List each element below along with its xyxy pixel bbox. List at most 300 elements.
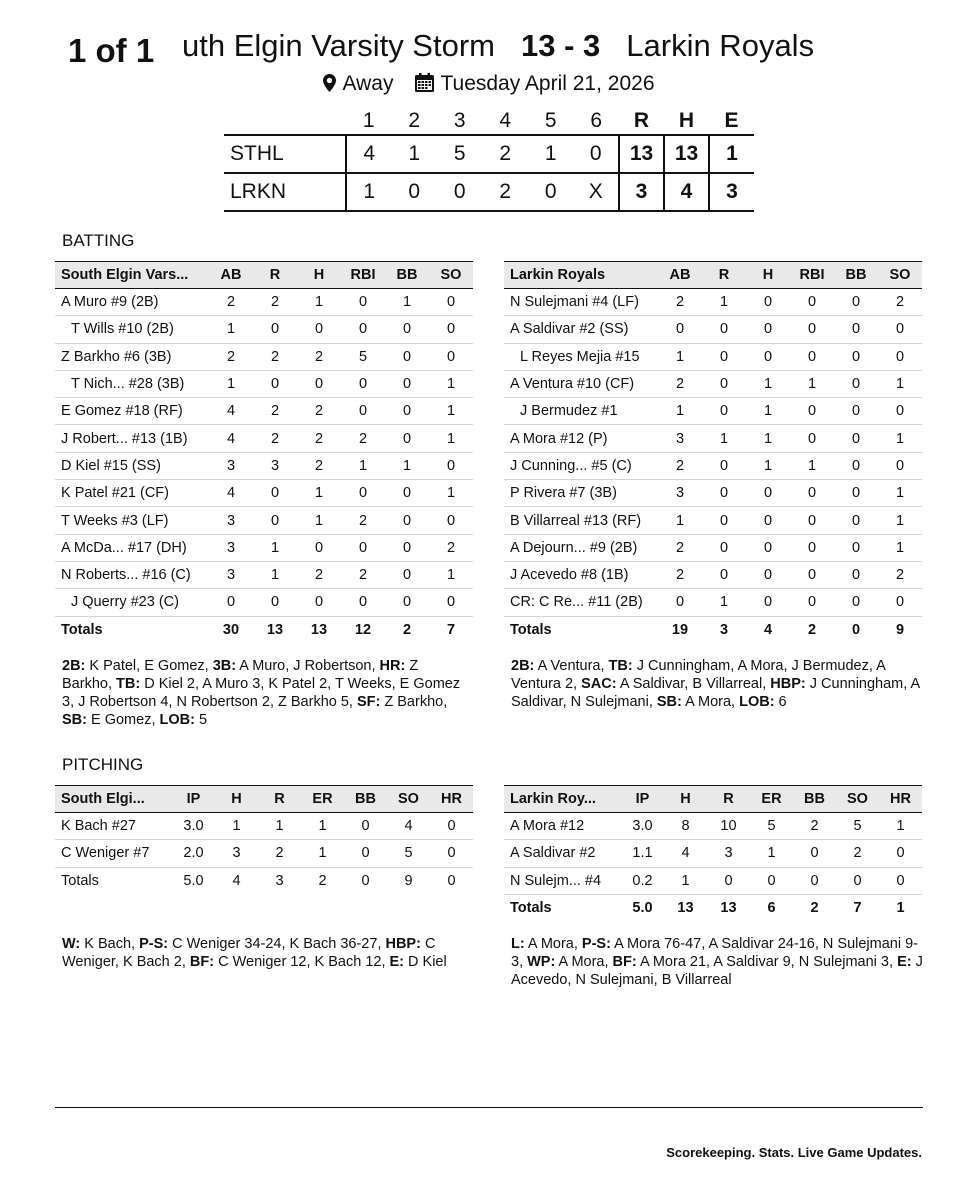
stat-cell: 4 (209, 480, 253, 507)
home-team-name: uth Elgin Varsity Storm (182, 28, 495, 63)
player-row (55, 452, 473, 479)
pitching-header-col: SO (836, 786, 879, 813)
player-name: L Reyes Mejia #15 (504, 343, 658, 370)
note-text: A Ventura, (534, 658, 609, 674)
stat-cell: 0 (385, 370, 429, 397)
linescore-inning-runs: X (574, 173, 620, 211)
player-name: B Villarreal #13 (RF) (504, 507, 658, 534)
stat-cell: 0 (429, 452, 473, 479)
stat-cell: 0 (834, 343, 878, 370)
player-name: N Sulejm... #4 (504, 867, 621, 894)
stat-cell: 0 (253, 507, 297, 534)
batting-header-col: SO (878, 262, 922, 289)
stat-cell: 2 (209, 289, 253, 316)
note-label: WP: (527, 954, 556, 970)
stat-cell: 0 (793, 840, 836, 867)
pitching-header-col: ER (301, 786, 344, 813)
stat-cell: 2 (253, 425, 297, 452)
player-name: A Mora #12 (504, 813, 621, 840)
stat-cell: 1 (297, 507, 341, 534)
stat-cell: 1 (658, 343, 702, 370)
stat-cell: 1 (746, 370, 790, 397)
totals-cell: 5.0 (172, 867, 215, 894)
linescore-inning-runs: 1 (392, 135, 438, 173)
stat-cell: 0 (209, 589, 253, 616)
player-name: A Muro #9 (2B) (55, 289, 209, 316)
stat-cell: 2 (297, 425, 341, 452)
batting-header-col: R (253, 262, 297, 289)
stat-cell: 0 (341, 289, 385, 316)
pitching-header-row (55, 786, 473, 813)
stat-cell: 0 (790, 398, 834, 425)
note-label: BF: (612, 954, 637, 970)
stat-cell: 0.2 (621, 867, 664, 894)
stat-cell: 0 (834, 561, 878, 588)
stat-cell: 3.0 (172, 813, 215, 840)
totals-cell: 9 (387, 867, 430, 894)
player-row (504, 398, 922, 425)
player-name: T Weeks #3 (LF) (55, 507, 209, 534)
player-row (55, 480, 473, 507)
player-row (504, 589, 922, 616)
stat-cell: 0 (341, 370, 385, 397)
stat-cell: 1 (878, 534, 922, 561)
note-text: K Patel, E Gomez, (85, 658, 213, 674)
totals-cell: 0 (834, 616, 878, 643)
stat-cell: 1 (341, 452, 385, 479)
note-label: HR: (379, 658, 406, 674)
stat-cell: 0 (253, 316, 297, 343)
note-text: C Weniger 12, K Bach 12, (214, 954, 390, 970)
player-row (55, 813, 473, 840)
stat-cell: 0 (834, 589, 878, 616)
stat-cell: 5 (387, 840, 430, 867)
note-text: A Mora, (524, 936, 582, 952)
stat-cell: 8 (664, 813, 707, 840)
note-label: BF: (189, 954, 215, 970)
player-name: J Robert... #13 (1B) (55, 425, 209, 452)
stat-cell: 0 (702, 534, 746, 561)
stat-cell: 0 (702, 480, 746, 507)
pitching-header-col: R (258, 786, 301, 813)
player-name: J Cunning... #5 (C) (504, 452, 658, 479)
player-name: D Kiel #15 (SS) (55, 452, 209, 479)
stat-cell: 0 (790, 289, 834, 316)
stat-cell: 4 (209, 398, 253, 425)
player-row (504, 867, 922, 894)
stat-cell: 1 (297, 289, 341, 316)
player-name: A Saldivar #2 (504, 840, 621, 867)
stat-cell: 2 (793, 813, 836, 840)
stat-cell: 4 (209, 425, 253, 452)
stat-cell: 0 (879, 840, 922, 867)
linescore-header-row (224, 107, 754, 135)
stat-cell: 0 (297, 370, 341, 397)
stat-cell: 1 (215, 813, 258, 840)
stat-cell: 0 (746, 561, 790, 588)
stat-cell: 1 (702, 589, 746, 616)
pitching-header-col: SO (387, 786, 430, 813)
totals-row (55, 867, 473, 894)
stat-cell: 2 (341, 507, 385, 534)
totals-cell: 2 (385, 616, 429, 643)
stat-cell: 1 (301, 840, 344, 867)
note-text: Z Barkho, (62, 658, 419, 692)
linescore-runs-total: 13 (619, 135, 664, 173)
stat-cell: 0 (385, 507, 429, 534)
stat-cell: 0 (429, 289, 473, 316)
stat-cell: 0 (385, 316, 429, 343)
player-name: K Bach #27 (55, 813, 172, 840)
stat-cell: 0 (746, 316, 790, 343)
stat-cell: 1 (746, 452, 790, 479)
pitching-header-col: BB (793, 786, 836, 813)
stat-cell: 1 (297, 480, 341, 507)
stat-cell: 1 (209, 316, 253, 343)
linescore-inning-runs: 1 (346, 173, 392, 211)
player-name: K Patel #21 (CF) (55, 480, 209, 507)
stat-cell: 1 (790, 452, 834, 479)
totals-cell: 4 (746, 616, 790, 643)
note-label: P-S: (139, 936, 169, 952)
player-row (504, 452, 922, 479)
stat-cell: 3 (658, 480, 702, 507)
stat-cell: 2 (658, 534, 702, 561)
player-name: T Wills #10 (2B) (55, 316, 209, 343)
player-name: Z Barkho #6 (3B) (55, 343, 209, 370)
stat-cell: 0 (702, 452, 746, 479)
totals-label: Totals (504, 616, 658, 643)
stat-cell: 0 (341, 316, 385, 343)
linescore-header-inning: 5 (544, 108, 557, 132)
note-label: E: (389, 954, 404, 970)
totals-cell: 13 (253, 616, 297, 643)
stat-cell: 3 (209, 452, 253, 479)
note-text: D Kiel 2, A Muro 3, K Patel 2, T Weeks, E Gomez 3, J Robertson 4, N Robertson 2, Z Barkho 5, (62, 676, 461, 710)
player-row (504, 561, 922, 588)
linescore-header-runs: R (633, 108, 650, 132)
player-row (55, 289, 473, 316)
note-label: 3B: (212, 658, 237, 674)
batting-header-team: Larkin Royals (504, 262, 658, 289)
stat-cell: 2 (297, 561, 341, 588)
totals-label: Totals (55, 616, 209, 643)
stat-cell: 1 (658, 507, 702, 534)
stat-cell: 1 (253, 561, 297, 588)
stat-cell: 3 (209, 561, 253, 588)
stat-cell: 0 (790, 561, 834, 588)
linescore-table (224, 107, 754, 212)
stat-cell: 2 (658, 561, 702, 588)
stat-cell: 5 (750, 813, 793, 840)
stat-cell: 2 (878, 561, 922, 588)
stat-cell: 2 (429, 534, 473, 561)
stat-cell: 1 (702, 425, 746, 452)
stat-cell: 1 (429, 398, 473, 425)
stat-cell: 0 (253, 480, 297, 507)
stat-cell: 0 (834, 480, 878, 507)
player-name: A Mora #12 (P) (504, 425, 658, 452)
stat-cell: 0 (253, 370, 297, 397)
note-text: A Saldivar, B Villarreal, (616, 676, 771, 692)
stat-cell: 0 (834, 316, 878, 343)
stat-cell: 2 (253, 289, 297, 316)
note-text: A Muro, J Robertson, (236, 658, 380, 674)
totals-cell: 13 (664, 894, 707, 921)
linescore-header-inning: 6 (590, 108, 603, 132)
pitching-table-away (504, 785, 922, 922)
note-text: C Weniger, K Bach 2, (62, 936, 436, 970)
stat-cell: 0 (702, 561, 746, 588)
batting-section-title: BATTING (62, 231, 135, 250)
pitching-notes-away (511, 935, 923, 989)
stat-cell: 1 (746, 425, 790, 452)
stat-cell: 1 (664, 867, 707, 894)
player-name: N Sulejmani #4 (LF) (504, 289, 658, 316)
stat-cell: 0 (746, 343, 790, 370)
note-text: 5 (194, 712, 208, 728)
stat-cell: 0 (793, 867, 836, 894)
footer-tagline: Scorekeeping. Stats. Live Game Updates. (666, 1145, 922, 1160)
totals-cell: 30 (209, 616, 253, 643)
stat-cell: 0 (702, 343, 746, 370)
stat-cell: 1 (258, 813, 301, 840)
batting-header-col: AB (658, 262, 702, 289)
player-row (504, 370, 922, 397)
note-label: L: (511, 936, 525, 952)
batting-table-home (55, 261, 473, 643)
pitching-header-row (504, 786, 922, 813)
linescore-team: LRKN (224, 173, 346, 211)
stat-cell: 1 (878, 480, 922, 507)
linescore-header-inning: 4 (499, 108, 512, 132)
totals-cell: 2 (793, 894, 836, 921)
pitching-header-col: BB (344, 786, 387, 813)
totals-label: Totals (55, 867, 172, 894)
stat-cell: 2 (209, 343, 253, 370)
stat-cell: 1 (790, 370, 834, 397)
linescore-inning-runs: 2 (483, 173, 529, 211)
pitching-header-col: H (664, 786, 707, 813)
stat-cell: 5 (341, 343, 385, 370)
stat-cell: 1 (429, 480, 473, 507)
pitching-header-col: IP (621, 786, 664, 813)
player-row (55, 316, 473, 343)
totals-row (504, 894, 922, 921)
note-label: HBP: (770, 676, 806, 692)
player-name: C Weniger #7 (55, 840, 172, 867)
linescore-row-away (224, 173, 754, 211)
batting-table-away (504, 261, 922, 643)
stat-cell: 0 (341, 480, 385, 507)
note-label: W: (62, 936, 81, 952)
stat-cell: 0 (746, 507, 790, 534)
stat-cell: 1 (209, 370, 253, 397)
stat-cell: 0 (834, 398, 878, 425)
stat-cell: 0 (790, 589, 834, 616)
stat-cell: 0 (702, 398, 746, 425)
pitching-table-home (55, 785, 473, 894)
batting-header-row (55, 262, 473, 289)
stat-cell: 1 (878, 425, 922, 452)
player-name: A Saldivar #2 (SS) (504, 316, 658, 343)
stat-cell: 0 (834, 425, 878, 452)
stat-cell: 1 (429, 370, 473, 397)
stat-cell: 2 (658, 289, 702, 316)
pitching-header-col: ER (750, 786, 793, 813)
totals-cell: 13 (707, 894, 750, 921)
batting-header-col: AB (209, 262, 253, 289)
stat-cell: 0 (878, 343, 922, 370)
linescore-header-inning: 1 (362, 108, 375, 132)
stat-cell: 0 (746, 289, 790, 316)
totals-cell: 13 (297, 616, 341, 643)
stat-cell: 0 (430, 813, 473, 840)
pitching-header-col: HR (879, 786, 922, 813)
stat-cell: 0 (385, 425, 429, 452)
player-row (504, 813, 922, 840)
player-name: J Bermudez #1 (504, 398, 658, 425)
totals-cell: 2 (790, 616, 834, 643)
player-row (55, 398, 473, 425)
stat-cell: 2 (341, 561, 385, 588)
stat-cell: 0 (429, 507, 473, 534)
stat-cell: 0 (429, 589, 473, 616)
stat-cell: 0 (297, 534, 341, 561)
totals-cell: 4 (215, 867, 258, 894)
stat-cell: 2 (658, 370, 702, 397)
stat-cell: 0 (385, 561, 429, 588)
stat-cell: 0 (746, 589, 790, 616)
stat-cell: 0 (702, 370, 746, 397)
player-name: A McDa... #17 (DH) (55, 534, 209, 561)
stat-cell: 3.0 (621, 813, 664, 840)
linescore-errors-total: 1 (709, 135, 754, 173)
stat-cell: 0 (429, 343, 473, 370)
stat-cell: 3 (658, 425, 702, 452)
stat-cell: 2 (297, 343, 341, 370)
stat-cell: 0 (430, 840, 473, 867)
player-row (55, 370, 473, 397)
pitching-section-title: PITCHING (62, 755, 144, 774)
stat-cell: 3 (209, 534, 253, 561)
stat-cell: 0 (834, 370, 878, 397)
linescore-inning-runs: 1 (528, 135, 574, 173)
player-row (504, 507, 922, 534)
stat-cell: 2 (297, 452, 341, 479)
stat-cell: 1 (253, 534, 297, 561)
note-label: SB: (62, 712, 87, 728)
linescore-runs-total: 3 (619, 173, 664, 211)
stat-cell: 0 (878, 452, 922, 479)
away-team-name: Larkin Royals (626, 28, 815, 63)
note-text: K Bach, (80, 936, 140, 952)
stat-cell: 4 (387, 813, 430, 840)
stat-cell: 1 (385, 452, 429, 479)
player-name: N Roberts... #16 (C) (55, 561, 209, 588)
note-text: J Cunningham, A Mora, J Bermudez, A Ventura 2, (511, 658, 885, 692)
stat-cell: 0 (878, 398, 922, 425)
batting-header-col: H (746, 262, 790, 289)
note-label: P-S: (581, 936, 611, 952)
stat-cell: 0 (790, 425, 834, 452)
stat-cell: 0 (344, 813, 387, 840)
stat-cell: 1 (702, 289, 746, 316)
stat-cell: 2 (878, 289, 922, 316)
stat-cell: 0 (834, 452, 878, 479)
batting-header-row (504, 262, 922, 289)
player-name: P Rivera #7 (3B) (504, 480, 658, 507)
player-row (504, 316, 922, 343)
note-label: LOB: (159, 712, 195, 728)
batting-header-col: BB (834, 262, 878, 289)
player-name: E Gomez #18 (RF) (55, 398, 209, 425)
note-label: LOB: (739, 694, 775, 710)
player-name: CR: C Re... #11 (2B) (504, 589, 658, 616)
stat-cell: 1 (746, 398, 790, 425)
pitching-header-col: IP (172, 786, 215, 813)
player-row (504, 289, 922, 316)
stat-cell: 0 (341, 534, 385, 561)
totals-cell: 3 (702, 616, 746, 643)
game-location: Away (342, 72, 394, 95)
batting-header-col: SO (429, 262, 473, 289)
stat-cell: 3 (253, 452, 297, 479)
batting-header-col: R (702, 262, 746, 289)
note-label: 2B: (511, 658, 535, 674)
stat-cell: 2 (253, 398, 297, 425)
stat-cell: 0 (341, 589, 385, 616)
stat-cell: 1.1 (621, 840, 664, 867)
stat-cell: 0 (344, 840, 387, 867)
pitching-notes-home (62, 935, 472, 971)
stat-cell: 2.0 (172, 840, 215, 867)
totals-cell: 19 (658, 616, 702, 643)
player-name: J Acevedo #8 (1B) (504, 561, 658, 588)
note-text: A Mora 21, A Saldivar 9, N Sulejmani 3, (636, 954, 898, 970)
stat-cell: 0 (702, 316, 746, 343)
stat-cell: 0 (790, 534, 834, 561)
game-meta (0, 72, 978, 98)
stat-cell: 0 (836, 867, 879, 894)
totals-cell: 1 (879, 894, 922, 921)
stat-cell: 0 (790, 316, 834, 343)
stat-cell: 0 (385, 589, 429, 616)
note-text: A Mora, (555, 954, 613, 970)
player-row (504, 425, 922, 452)
stat-cell: 1 (301, 813, 344, 840)
linescore-hits-total: 4 (664, 173, 709, 211)
stat-cell: 1 (429, 561, 473, 588)
note-text: Z Barkho, (380, 694, 448, 710)
linescore-inning-runs: 2 (483, 135, 529, 173)
note-text: 6 (774, 694, 787, 710)
stat-cell: 2 (258, 840, 301, 867)
totals-cell: 3 (258, 867, 301, 894)
footer-divider (55, 1107, 923, 1108)
stat-cell: 0 (297, 316, 341, 343)
totals-cell: 0 (344, 867, 387, 894)
pitching-header-col: R (707, 786, 750, 813)
player-name: T Nich... #28 (3B) (55, 370, 209, 397)
player-row (504, 534, 922, 561)
stat-cell: 3 (215, 840, 258, 867)
linescore-inning-runs: 5 (437, 135, 483, 173)
note-text: E Gomez, (86, 712, 160, 728)
player-row (55, 507, 473, 534)
stat-cell: 0 (297, 589, 341, 616)
player-row (55, 534, 473, 561)
